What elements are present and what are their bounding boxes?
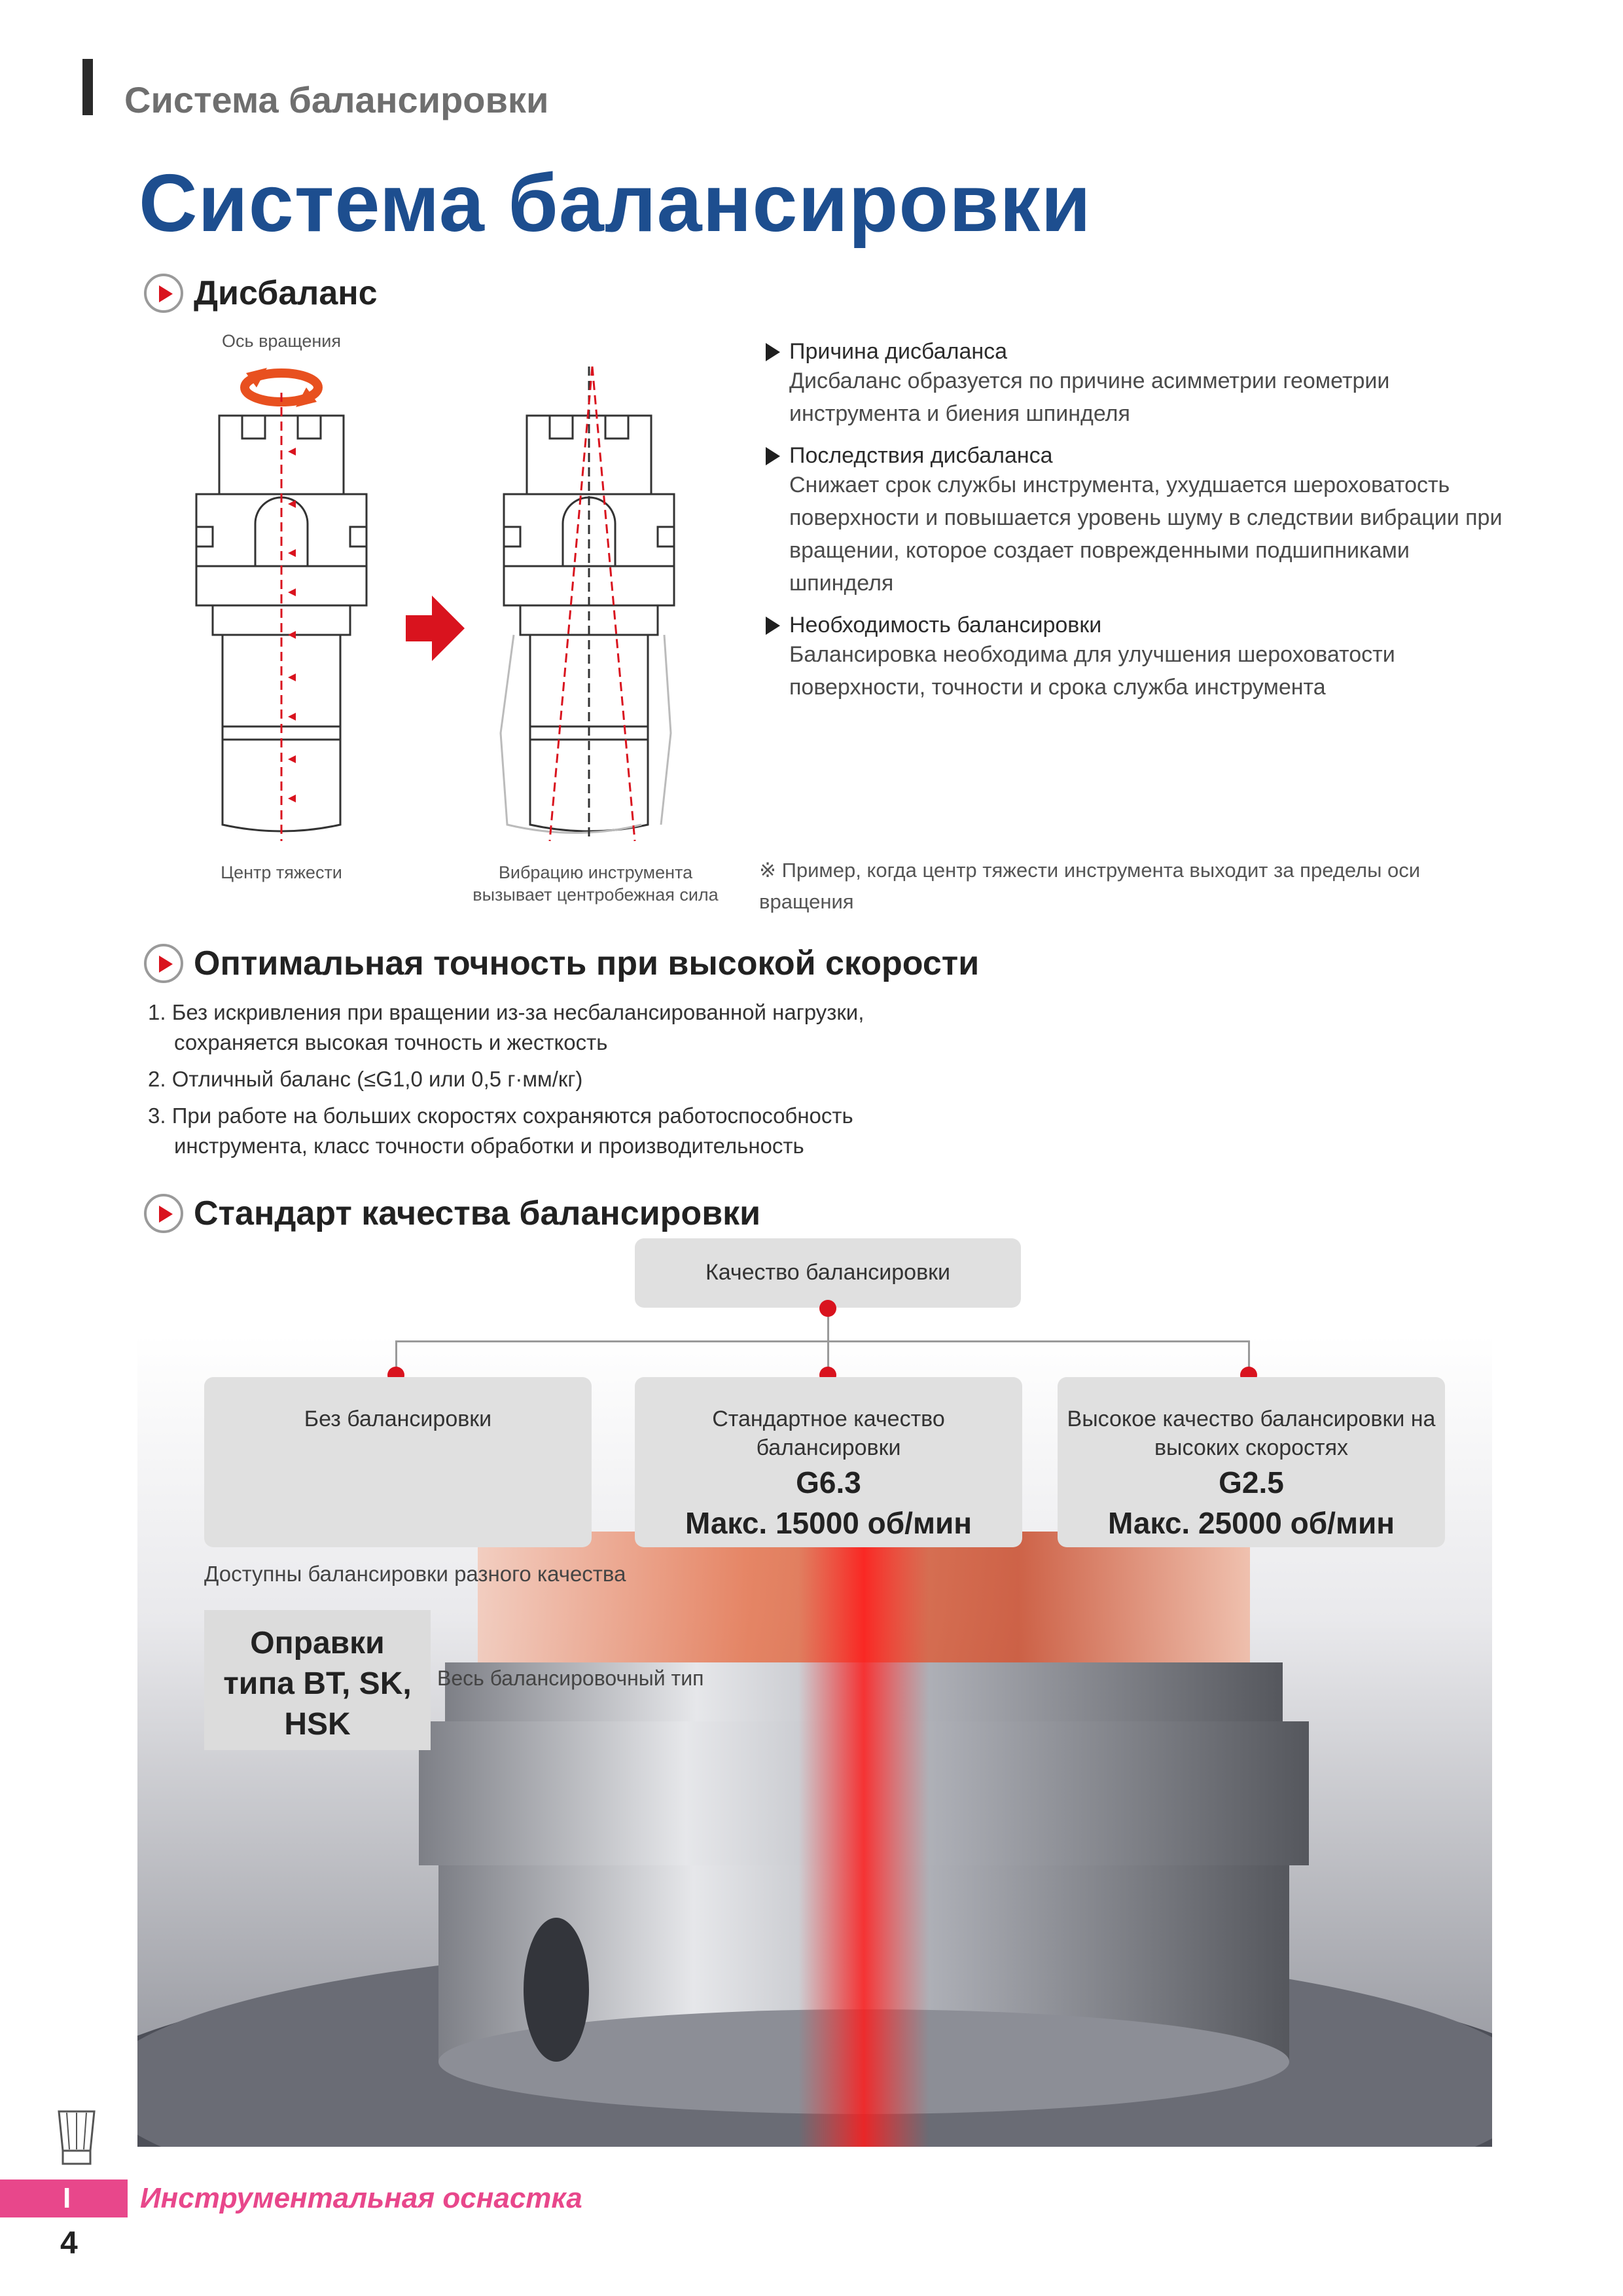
axis-label: Ось вращения — [222, 331, 341, 351]
center-of-gravity-label: Центр тяжести — [221, 863, 342, 882]
quality-box-none-label: Без балансировки — [304, 1407, 492, 1431]
section-precision-title: Оптимальная точность при высокой скорости — [194, 944, 980, 982]
header-bar — [82, 59, 93, 115]
page-title: Система балансировки — [139, 158, 1092, 249]
point-consequences — [766, 443, 1518, 600]
list-item: 1. Без искривления при вращении из-за несбалансированной нагрузки, сохраняется высокая точность и жесткость — [148, 1000, 865, 1054]
holder-types-label: Оправки типа BT, SK, HSK — [223, 1626, 412, 1742]
quality-box-standard-grade: G6.3 — [796, 1465, 861, 1499]
footer-strip — [0, 2179, 128, 2217]
quality-box-standard-speed: Макс. 15000 об/мин — [685, 1506, 972, 1540]
header-section-title: Система балансировки — [124, 79, 549, 120]
vibration-label-line1: Вибрацию инструмента — [498, 863, 693, 882]
quality-box-high-label: Высокое качество балансировки на высоких скоростях — [1067, 1407, 1436, 1460]
unbalanced-tool-drawing — [504, 416, 674, 831]
root-quality-label: Качество балансировки — [705, 1260, 951, 1285]
point-necessity-body: Балансировка необходима для улучшения шероховатости поверхности, точности и срока служба инструмента — [789, 642, 1395, 700]
example-note: ※ Пример, когда центр тяжести инструмента выходит за пределы оси вращения — [759, 859, 1421, 913]
list-item: 3. При работе на больших скоростях сохраняются работоспособность инструмента, класс точности обработки и производительность — [148, 1103, 853, 1158]
page-number: 4 — [60, 2226, 78, 2261]
point-consequences-body: Снижает срок службы инструмента, ухудшается шероховатость поверхности и повышается уровень шуму в следствии вибрации при вращении, которое создает поврежденными подшипниками шпинделя — [789, 473, 1503, 596]
vibration-label-line2: вызывает центробежная сила — [473, 885, 719, 905]
quality-box-high — [1058, 1377, 1445, 1547]
all-type-label: Весь балансировочный тип — [437, 1666, 704, 1690]
section-standard-title: Стандарт качества балансировки — [194, 1194, 761, 1232]
footer-category: Инструментальная оснастка — [140, 2182, 582, 2214]
quality-box-standard — [635, 1377, 1022, 1547]
quality-box-none — [204, 1377, 592, 1547]
quality-box-standard-label: Стандартное качество балансировки — [712, 1407, 945, 1460]
triangle-bullet-icon — [766, 617, 780, 635]
available-note: Доступны балансировки разного качества — [204, 1562, 626, 1586]
section-precision-heading — [144, 944, 979, 983]
play-circle-icon — [144, 944, 183, 983]
section-imbalance-heading — [144, 274, 378, 313]
triangle-bullet-icon — [766, 343, 780, 361]
triangle-bullet-icon — [766, 447, 780, 465]
point-cause-head: Причина дисбаланса — [789, 339, 1008, 364]
footer-chapter: I — [63, 2182, 71, 2214]
point-cause — [766, 339, 1518, 430]
point-necessity-head: Необходимость балансировки — [789, 613, 1102, 637]
quality-box-high-grade: G2.5 — [1219, 1465, 1284, 1499]
holder-types-box — [204, 1610, 431, 1750]
imbalance-diagram — [183, 353, 746, 851]
section-standard-heading — [144, 1194, 760, 1233]
imbalance-points — [766, 339, 1518, 704]
collet-icon — [47, 2105, 106, 2173]
precision-list — [148, 997, 940, 1161]
play-circle-icon — [144, 274, 183, 313]
quality-box-high-speed: Макс. 25000 об/мин — [1107, 1506, 1395, 1540]
point-necessity — [766, 613, 1518, 704]
section-imbalance-title: Дисбаланс — [194, 274, 378, 312]
list-item: 2. Отличный баланс (≤G1,0 или 0,5 г·мм/кг) — [148, 1067, 583, 1091]
play-circle-icon — [144, 1194, 183, 1233]
point-consequences-head: Последствия дисбаланса — [789, 443, 1053, 468]
tree-dot — [819, 1300, 836, 1317]
transition-arrow-icon — [406, 596, 465, 661]
point-cause-body: Дисбаланс образуется по причине асимметрии геометрии инструмента и биения шпинделя — [789, 368, 1390, 426]
root-quality-box — [635, 1238, 1021, 1308]
tree-connector — [395, 1340, 1250, 1342]
